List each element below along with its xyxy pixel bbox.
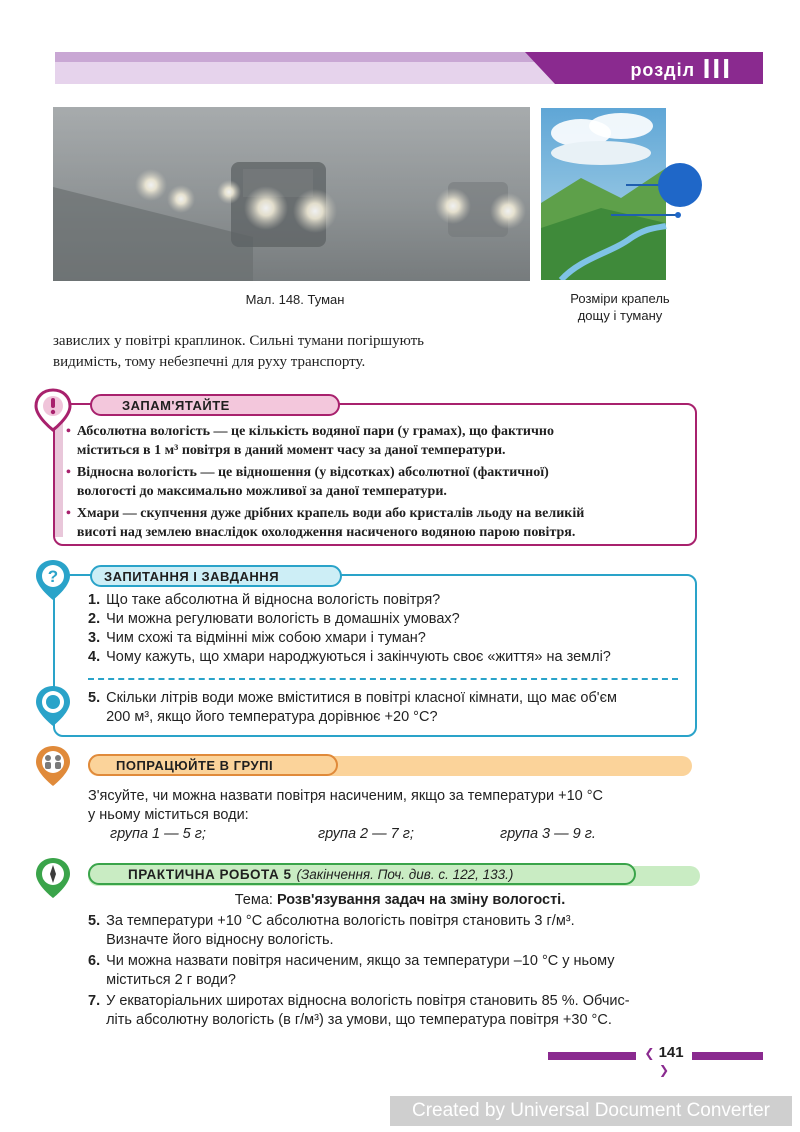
drop-size-illustration xyxy=(541,108,706,280)
task-number: 5. xyxy=(88,913,101,929)
practical-tasks xyxy=(88,912,698,1030)
task-line: 200 м³, якщо його температура дорівнює +20 °С? xyxy=(106,709,438,725)
group-variants xyxy=(88,825,698,845)
remember-item xyxy=(66,422,692,460)
bullet-icon: • xyxy=(66,424,71,439)
question-number: 3. xyxy=(88,630,101,646)
remember-side-bar xyxy=(55,415,63,537)
question-number: 2. xyxy=(88,611,101,627)
remember-line: міститься в 1 м³ повітря в даний момент часу за даної температури. xyxy=(76,443,506,458)
remember-line: Хмари — скупчення дуже дрібних крапель води або кристалів льоду на великій xyxy=(76,506,585,521)
practical-title-note: (Закінчення. Поч. див. с. 122, 133.) xyxy=(296,866,514,882)
bullet-icon: • xyxy=(66,506,71,521)
group-variant: група 1 — 5 г; xyxy=(110,826,206,842)
practical-title-pill xyxy=(88,863,636,885)
intro-line: завислих у повітрі краплинок. Сильні тумани погіршують xyxy=(53,333,425,349)
task-number: 7. xyxy=(88,993,101,1009)
questions-title: ЗАПИТАННЯ І ЗАВДАННЯ xyxy=(90,565,342,587)
task-line: літь абсолютну вологість (в г/м³) за умови, що температура повітря +30 °С. xyxy=(106,1012,612,1028)
question-item xyxy=(88,648,688,667)
task-line: Скільки літрів води може вміститися в повітрі класної кімнати, що має об'єм xyxy=(106,690,617,706)
group-title: ПОПРАЦЮЙТЕ В ГРУПІ xyxy=(88,754,338,776)
page-bar-right xyxy=(692,1052,763,1060)
group-line: у ньому міститься води: xyxy=(88,807,249,823)
drops-caption-line: Розміри крапель xyxy=(570,291,670,306)
group-variant: група 2 — 7 г; xyxy=(318,826,414,842)
group-line: З'ясуйте, чи можна назвати повітря насиченим, якщо за температури +10 °С xyxy=(88,788,603,804)
remember-line: Абсолютна вологість — це кількість водяної пари (у грамах), що фактично xyxy=(76,424,554,439)
practical-item xyxy=(88,992,698,1030)
chapter-label: розділ xyxy=(630,60,695,80)
task-number: 5. xyxy=(88,690,101,706)
remember-line: вологості до максимально можливої за даної температури. xyxy=(76,484,447,499)
bullet-icon: • xyxy=(66,465,71,480)
chevron-left-icon: ❮ xyxy=(644,1046,655,1060)
task-5-row xyxy=(88,689,688,727)
practical-topic xyxy=(0,892,800,908)
remember-title: ЗАПАМ'ЯТАЙТЕ xyxy=(90,394,340,416)
question-pin-icon xyxy=(34,558,72,602)
task-line: міститься 2 г води? xyxy=(106,972,236,988)
task-line: Чи можна назвати повітря насиченим, якщо за температури –10 °С у ньому xyxy=(106,953,615,969)
intro-line: видимість, тому небезпечні для руху транспорту. xyxy=(53,354,366,370)
question-number: 1. xyxy=(88,592,101,608)
remember-item xyxy=(66,463,692,501)
fog-photo xyxy=(53,107,530,281)
intro-paragraph xyxy=(53,331,573,373)
question-text: Чи можна регулювати вологість в домашніх умовах? xyxy=(106,611,460,627)
remember-list xyxy=(66,422,692,542)
task-5 xyxy=(88,689,688,727)
question-text: Що таке абсолютна й відносна вологість повітря? xyxy=(106,592,441,608)
svg-text:?: ? xyxy=(47,567,59,586)
practical-item xyxy=(88,912,698,950)
practical-title: ПРАКТИЧНА РОБОТА 5 xyxy=(128,866,292,882)
question-number: 4. xyxy=(88,649,101,665)
chapter-number: III xyxy=(702,53,732,84)
topic-prefix: Тема: xyxy=(234,892,277,908)
task-line: Визначте його відносну вологість. xyxy=(106,932,334,948)
question-item xyxy=(88,629,688,648)
page-number xyxy=(640,1044,688,1078)
drops-caption xyxy=(545,290,695,324)
questions-list xyxy=(88,591,688,667)
page-number-value: 141 xyxy=(658,1044,684,1061)
fog-photo-caption: Мал. 148. Туман xyxy=(245,292,345,307)
remember-line: Відносна вологість — це відношення (у відсотках) абсолютної (фактичної) xyxy=(76,465,549,480)
hard-task-pin-icon xyxy=(34,684,72,728)
converter-watermark: Created by Universal Document Converter xyxy=(390,1096,792,1126)
task-line: За температури +10 °С абсолютна вологість повітря становить 3 г/м³. xyxy=(106,913,575,929)
page-bar-left xyxy=(548,1052,636,1060)
chevron-right-icon: ❯ xyxy=(658,1063,670,1077)
group-pin-icon xyxy=(34,744,72,788)
questions-divider xyxy=(88,678,678,680)
group-variant: група 3 — 9 г. xyxy=(500,826,596,842)
practical-item xyxy=(88,952,698,990)
task-number: 6. xyxy=(88,953,101,969)
topic-text: Розв'язування задач на зміну вологості. xyxy=(276,892,566,908)
remember-line: висоті над землею внаслідок охолодження насиченого водяною парою повітря. xyxy=(76,525,576,540)
question-item xyxy=(88,591,688,610)
question-item xyxy=(88,610,688,629)
question-text: Чим схожі та відмінні між собою хмари і туман? xyxy=(106,630,426,646)
task-line: У екваторіальних широтах відносна вологість повітря становить 85 %. Обчис- xyxy=(106,993,630,1009)
group-task xyxy=(88,787,698,845)
remember-item xyxy=(66,504,692,542)
question-text: Чому кажуть, що хмари народжуються і закінчують своє «життя» на землі? xyxy=(106,649,611,665)
drops-caption-line: дощу і туману xyxy=(577,308,663,323)
